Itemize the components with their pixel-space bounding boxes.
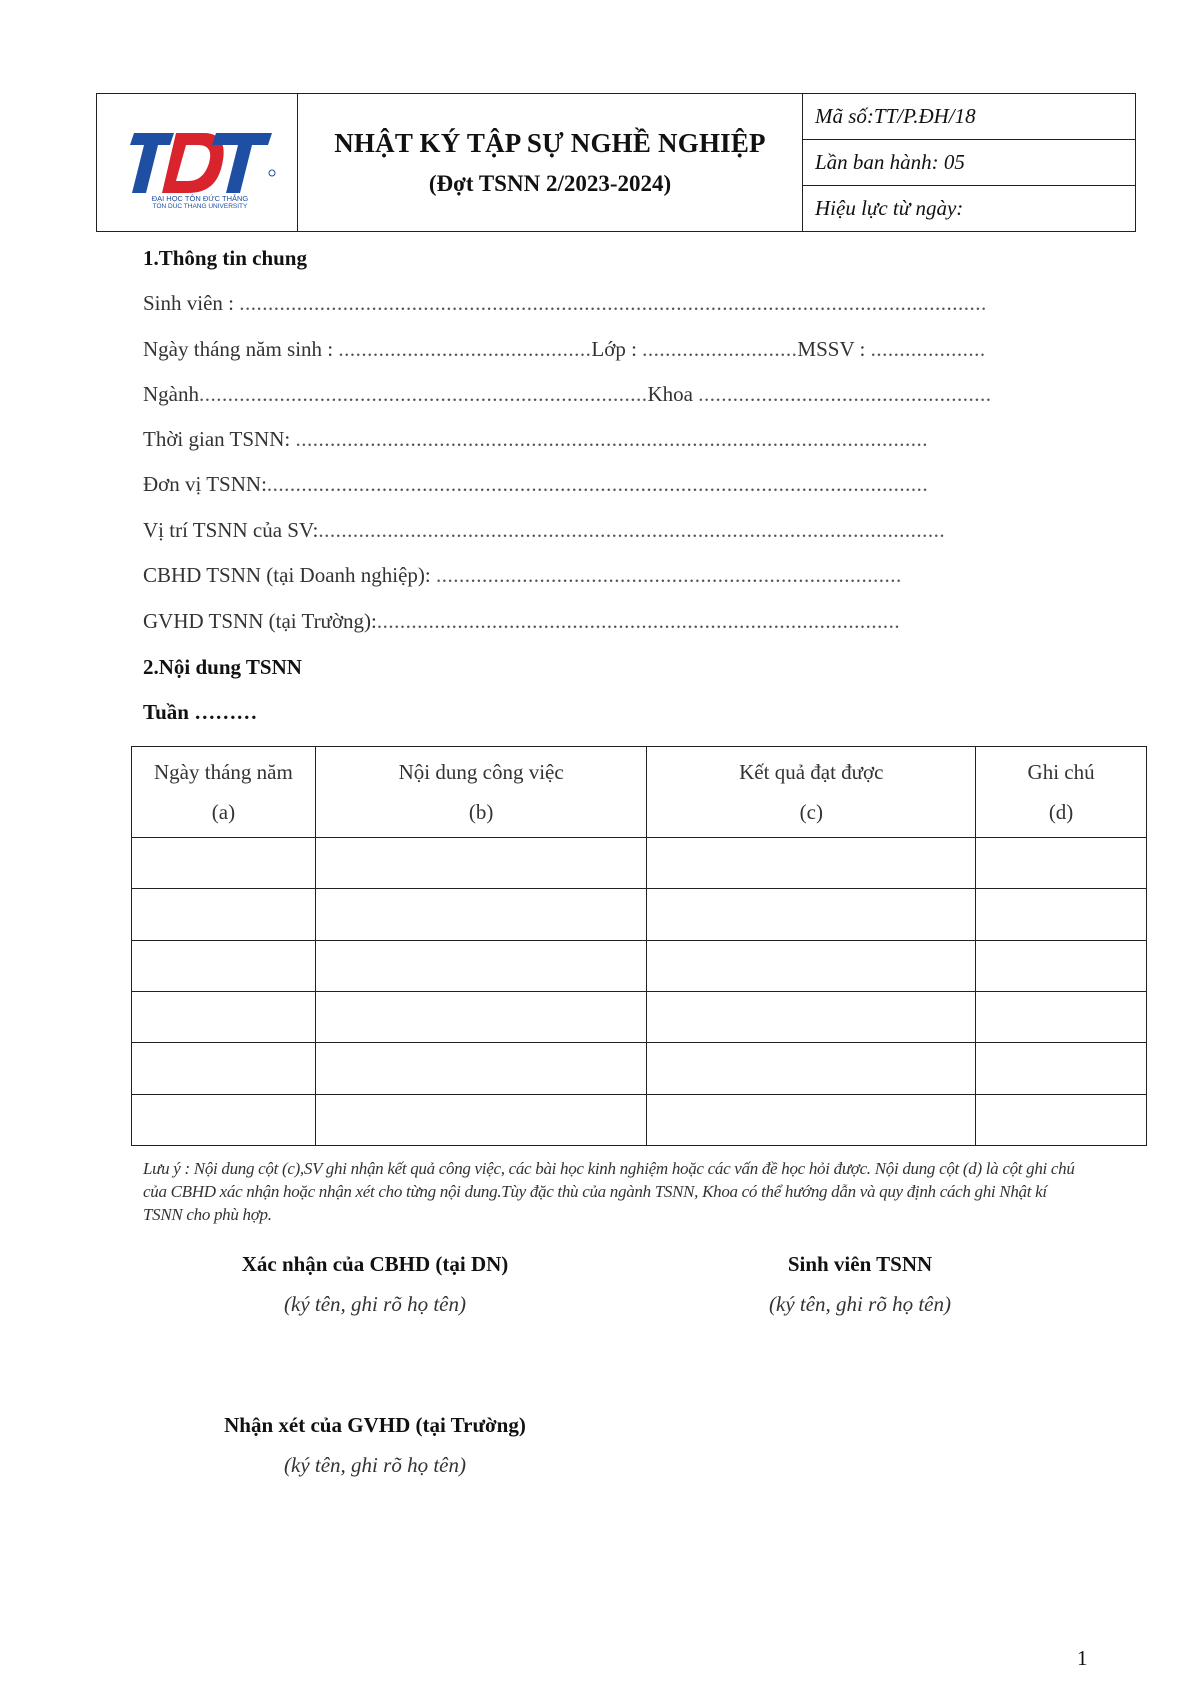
student-label: Sinh viên :	[143, 291, 240, 315]
mssv-label: MSSV :	[797, 337, 871, 361]
mssv-blank[interactable]: ....................	[870, 337, 986, 361]
cbhd-signature-hint: (ký tên, ghi rõ họ tên)	[284, 1292, 466, 1316]
cell-result[interactable]	[647, 1094, 976, 1145]
cell-date[interactable]	[132, 838, 316, 889]
cell-content[interactable]	[315, 940, 647, 991]
student-signature-block	[690, 1252, 1030, 1317]
cell-result[interactable]	[647, 889, 976, 940]
cell-date[interactable]	[132, 1094, 316, 1145]
table-row	[132, 991, 1147, 1042]
cell-result[interactable]	[647, 838, 976, 889]
effective-date: Hiệu lực từ ngày:	[803, 186, 1136, 232]
gvhd-label: GVHD TSNN (tại Trường):	[143, 609, 377, 633]
cell-date[interactable]	[132, 940, 316, 991]
cell-result[interactable]	[647, 940, 976, 991]
cell-content[interactable]	[315, 838, 647, 889]
cell-note[interactable]	[976, 1094, 1147, 1145]
work-log-table	[131, 746, 1147, 1146]
page-number: 1	[1077, 1646, 1088, 1670]
gvhd-blank[interactable]: ...........................................................................................	[376, 609, 901, 633]
class-label: Lớp :	[591, 337, 643, 361]
gvhd-signature-title: Nhận xét của GVHD (tại Trường)	[224, 1413, 526, 1437]
svg-text:TON DUC THANG UNIVERSITY: TON DUC THANG UNIVERSITY	[152, 203, 248, 210]
unit-blank[interactable]: ...................................................................................................................	[266, 472, 929, 496]
section-content-heading: 2.Nội dung TSNN	[143, 655, 302, 679]
major-label: Ngành	[143, 382, 199, 406]
cbhd-signature-title: Xác nhận của CBHD (tại DN)	[241, 1252, 509, 1276]
cell-date[interactable]	[132, 991, 316, 1042]
position-field[interactable]	[143, 518, 945, 543]
week-label: Tuần ………	[143, 700, 258, 724]
major-blank[interactable]: ..............................................................................	[199, 382, 648, 406]
tdt-logo-icon	[112, 115, 282, 210]
student-signature-title: Sinh viên TSNN	[787, 1252, 933, 1276]
table-row	[132, 940, 1147, 991]
cell-content[interactable]	[315, 991, 647, 1042]
form-title: NHẬT KÝ TẬP SỰ NGHỀ NGHIỆP	[334, 128, 766, 158]
form-header	[96, 93, 1136, 232]
column-header-note: Ghi chú (d)	[976, 747, 1147, 838]
table-row	[132, 838, 1147, 889]
column-header-date: Ngày tháng năm (a)	[132, 747, 316, 838]
svg-text:ĐẠI HỌC TÔN ĐỨC THẮNG: ĐẠI HỌC TÔN ĐỨC THẮNG	[151, 194, 249, 203]
cell-date[interactable]	[132, 1043, 316, 1094]
cell-content[interactable]	[315, 889, 647, 940]
cell-note[interactable]	[976, 889, 1147, 940]
period-blank[interactable]: ..............................................................................................................	[295, 427, 928, 451]
dob-label: Ngày tháng năm sinh :	[143, 337, 339, 361]
cell-date[interactable]	[132, 889, 316, 940]
cell-content[interactable]	[315, 1094, 647, 1145]
gvhd-field[interactable]	[143, 609, 900, 634]
cell-content[interactable]	[315, 1043, 647, 1094]
cbhd-label: CBHD TSNN (tại Doanh nghiệp):	[143, 563, 437, 587]
position-blank[interactable]: .............................................................................................................	[318, 518, 946, 542]
major-faculty-field[interactable]	[143, 382, 992, 407]
cell-note[interactable]	[976, 940, 1147, 991]
form-subtitle: (Đợt TSNN 2/2023-2024)	[428, 171, 672, 196]
table-row	[132, 1094, 1147, 1145]
university-logo	[112, 115, 282, 210]
unit-label: Đơn vị TSNN:	[143, 472, 267, 496]
dob-blank[interactable]: ............................................	[338, 337, 592, 361]
faculty-blank[interactable]: ...................................................	[698, 382, 992, 406]
title-cell	[298, 94, 803, 232]
gvhd-signature-block	[170, 1413, 580, 1478]
table-note: Lưu ý : Nội dung cột (c),SV ghi nhận kết quả công việc, các bài học kinh nghiệm hoặc các vấn đề học hỏi được. Nội dung cột (d) là cột ghi chú của CBHD xác nhận hoặc nhận xét cho từng nội dung.Tùy đặc thù của ngành TSNN, Khoa có thể hướng dẫn và quy định cách ghi Nhật kí TSNN cho phù hợp.	[143, 1159, 1075, 1224]
table-row	[132, 1043, 1147, 1094]
table-row	[132, 889, 1147, 940]
cell-result[interactable]	[647, 1043, 976, 1094]
cell-result[interactable]	[647, 991, 976, 1042]
column-header-content: Nội dung công việc (b)	[315, 747, 647, 838]
cbhd-signature-block	[180, 1252, 570, 1317]
issue-number: Lần ban hành: 05	[803, 140, 1136, 186]
period-label: Thời gian TSNN:	[143, 427, 296, 451]
cell-note[interactable]	[976, 1043, 1147, 1094]
position-label: Vị trí TSNN của SV:	[143, 518, 319, 542]
period-field[interactable]	[143, 427, 928, 452]
unit-field[interactable]	[143, 472, 928, 497]
class-blank[interactable]: ...........................	[642, 337, 798, 361]
cell-note[interactable]	[976, 991, 1147, 1042]
logo-cell	[97, 94, 298, 232]
faculty-label: Khoa	[647, 382, 699, 406]
dob-class-mssv-field[interactable]	[143, 337, 986, 362]
column-header-result: Kết quả đạt được (c)	[647, 747, 976, 838]
student-name-field[interactable]	[143, 291, 987, 316]
cbhd-field[interactable]	[143, 563, 902, 588]
form-code: Mã số:TT/P.ĐH/18	[803, 94, 1136, 140]
student-blank[interactable]: ..................................................................................................................................	[239, 291, 987, 315]
section-general-heading: 1.Thông tin chung	[143, 246, 307, 270]
student-signature-hint: (ký tên, ghi rõ họ tên)	[769, 1292, 951, 1316]
cell-note[interactable]	[976, 838, 1147, 889]
cbhd-blank[interactable]: .................................................................................	[436, 563, 902, 587]
gvhd-signature-hint: (ký tên, ghi rõ họ tên)	[284, 1453, 466, 1477]
table-header-row	[132, 747, 1147, 838]
